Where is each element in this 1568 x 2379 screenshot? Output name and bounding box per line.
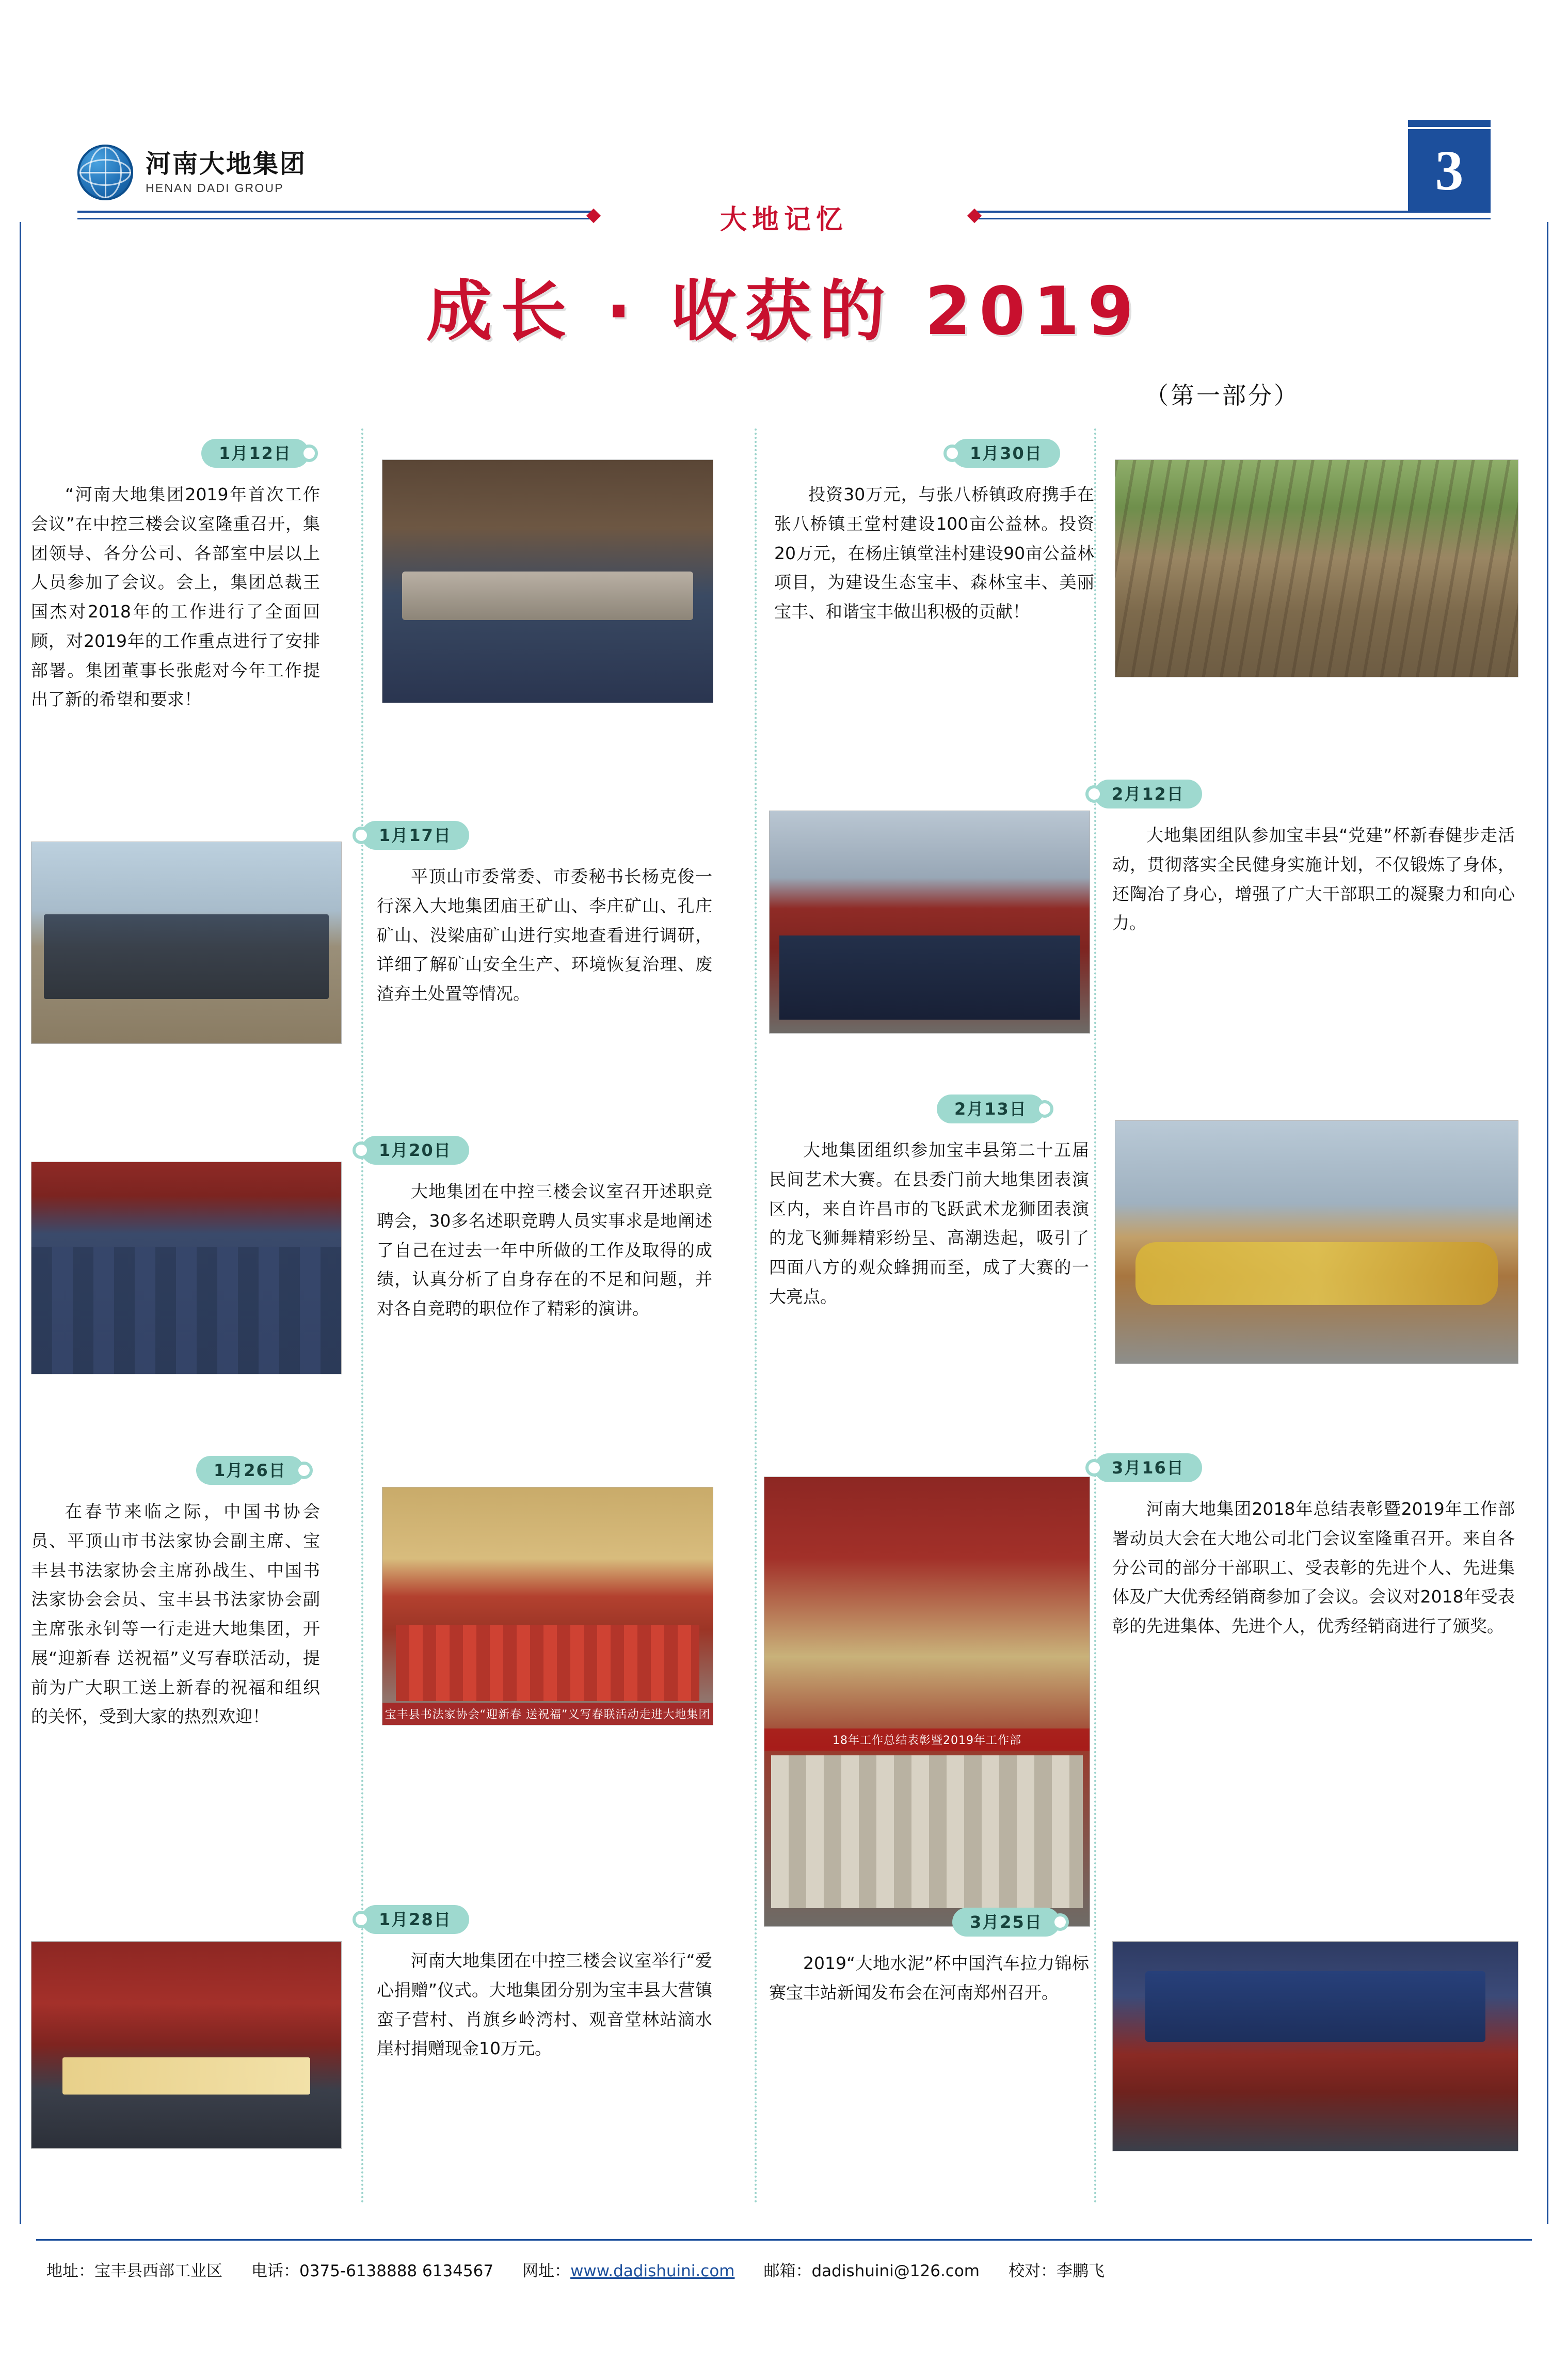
- entry-text: 平顶山市委常委、市委秘书长杨克俊一行深入大地集团庙王矿山、李庄矿山、孔庄矿山、没梁庙矿山进行实地查看进行调研，详细了解矿山安全生产、环境恢复治理、废渣弃土处置等情况。: [377, 866, 712, 1004]
- date-flag: 3月16日: [1094, 1453, 1202, 1482]
- entry-text: 2019“大地水泥”杯中国汽车拉力锦标赛宝丰站新闻发布会在河南郑州召开。: [769, 1953, 1089, 2003]
- timeline-dot-icon: [1085, 1459, 1103, 1477]
- timeline-dot-icon: [1036, 1100, 1053, 1118]
- date-flag: 2月12日: [1094, 780, 1202, 808]
- date-flag: 1月12日: [201, 439, 309, 468]
- entry-photo: [764, 1477, 1090, 1927]
- entry-text: 大地集团组织参加宝丰县第二十五届民间艺术大赛。在县委门前大地集团表演区内，来自许昌市的飞跃武术龙狮团表演的龙飞狮舞精彩纷呈、高潮迭起，吸引了四面八方的观众蜂拥而至，成了大赛的一大亮点。: [769, 1140, 1089, 1307]
- date-flag: 1月28日: [361, 1905, 469, 1934]
- timeline-dot-icon: [295, 1462, 313, 1479]
- date-flag: 1月30日: [952, 439, 1060, 468]
- timeline-line-left: [361, 429, 363, 2204]
- section-title: 大地记忆: [706, 198, 862, 236]
- entry-photo: [1112, 1941, 1518, 2151]
- brand-name-en: HENAN DADI GROUP: [146, 181, 284, 195]
- date-flag: 1月17日: [361, 821, 469, 850]
- footer-website: 网址：www.dadishuini.com: [522, 2262, 735, 2280]
- photo-caption: 18年工作总结表彰暨2019年工作部: [764, 1728, 1090, 1751]
- entry-photo: [1115, 459, 1518, 677]
- timeline-dot-icon: [1051, 1913, 1069, 1931]
- entry-photo: [31, 1941, 342, 2149]
- footer-phone: 电话：0375-6138888 6134567: [251, 2262, 494, 2280]
- timeline-dot-icon: [353, 1141, 370, 1159]
- photo-caption: 宝丰县书法家协会“迎新春 送祝福”义写春联活动走进大地集团: [382, 1703, 713, 1725]
- timeline-dot-icon: [353, 827, 370, 844]
- entry-text: “河南大地集团2019年首次工作会议”在中控三楼会议室隆重召开，集团领导、各分公司、各部室中层以上人员参加了会议。会上，集团总裁王国杰对2018年的工作进行了全面回顾，对2019年的工作重点进行了安排部署。集团董事长张彪对今年工作提出了新的希望和要求！: [31, 484, 320, 710]
- footer-address: 地址：宝丰县西部工业区: [46, 2262, 222, 2280]
- entry-text: 河南大地集团在中控三楼会议室举行“爱心捐赠”仪式。大地集团分别为宝丰县大营镇蛮子营村、肖旗乡岭湾村、观音堂林站滴水崖村捐赠现金10万元。: [377, 1950, 712, 2059]
- footer-divider: [36, 2239, 1532, 2241]
- page-title: 成长 · 收获的 2019: [426, 273, 1142, 350]
- date-flag: 2月13日: [937, 1095, 1045, 1123]
- entry-photo: [769, 811, 1090, 1034]
- timeline-dot-icon: [300, 445, 318, 462]
- entry-photo: [1115, 1120, 1518, 1364]
- timeline-dot-icon: [353, 1911, 370, 1928]
- timeline-line-right: [1094, 429, 1096, 2204]
- date-flag: 3月25日: [952, 1908, 1060, 1937]
- timeline-line-middle: [755, 429, 757, 2204]
- page-header: [0, 0, 1568, 235]
- date-flag: 1月26日: [196, 1456, 304, 1485]
- timeline-content: [0, 429, 1568, 2220]
- page-badge-accent: [1408, 120, 1491, 127]
- entry-photo: [382, 459, 713, 703]
- footer-proofreader: 校对：李鹏飞: [1009, 2262, 1105, 2280]
- entry-text: 大地集团组队参加宝丰县“党建”杯新春健步走活动，贯彻落实全民健身实施计划，不仅锻炼了身体，还陶冶了身心，增强了广大干部职工的凝聚力和向心力。: [1112, 825, 1515, 933]
- entry-text: 河南大地集团2018年总结表彰暨2019年工作部署动员大会在大地公司北门会议室隆重召开。来自各分公司的部分干部职工、受表彰的先进个人、先进集体及广大优秀经销商参加了会议。会议对2018年受表彰的先进集体、先进个人，优秀经销商进行了颁奖。: [1112, 1499, 1515, 1636]
- entry-text: 大地集团在中控三楼会议室召开述职竞聘会，30多名述职竞聘人员实事求是地阐述了自己在过去一年中所做的工作及取得的成绩，认真分析了自身存在的不足和问题，并对各自竞聘的职位作了精彩的演讲。: [377, 1181, 712, 1319]
- entry-photo: [31, 1162, 342, 1374]
- entry-photo: [31, 842, 342, 1044]
- entry-text: 在春节来临之际，中国书协会员、平顶山市书法家协会副主席、宝丰县书法家协会主席孙战生、中国书法家协会会员、宝丰县书法家协会副主席张永钊等一行走进大地集团，开展“迎新春 送祝福”义写春联活动，提前为广大职工送上新春的祝福和组织的关怀，受到大家的热烈欢迎！: [31, 1501, 320, 1727]
- date-flag: 1月20日: [361, 1136, 469, 1165]
- brand-name-cn: 河南大地集团: [146, 149, 307, 179]
- section-divider: [77, 204, 1491, 235]
- page-subtitle: （第一部分）: [1145, 382, 1300, 409]
- globe-icon: [77, 145, 133, 200]
- entry-text: 投资30万元，与张八桥镇政府携手在张八桥镇王堂村建设100亩公益林。投资20万元，在杨庄镇堂洼村建设90亩公益林项目，为建设生态宝丰、森林宝丰、美丽宝丰、和谐宝丰做出积极的贡献！: [774, 484, 1094, 622]
- brand-logo: [77, 145, 307, 200]
- timeline-dot-icon: [943, 445, 961, 462]
- footer-email: 邮箱：dadishuini@126.com: [763, 2262, 980, 2280]
- entry-photo: [382, 1487, 713, 1725]
- page-footer: [46, 2258, 1522, 2281]
- timeline-dot-icon: [1085, 785, 1103, 803]
- page-number-badge: 3: [1408, 129, 1491, 212]
- website-link[interactable]: www.dadishuini.com: [570, 2262, 735, 2280]
